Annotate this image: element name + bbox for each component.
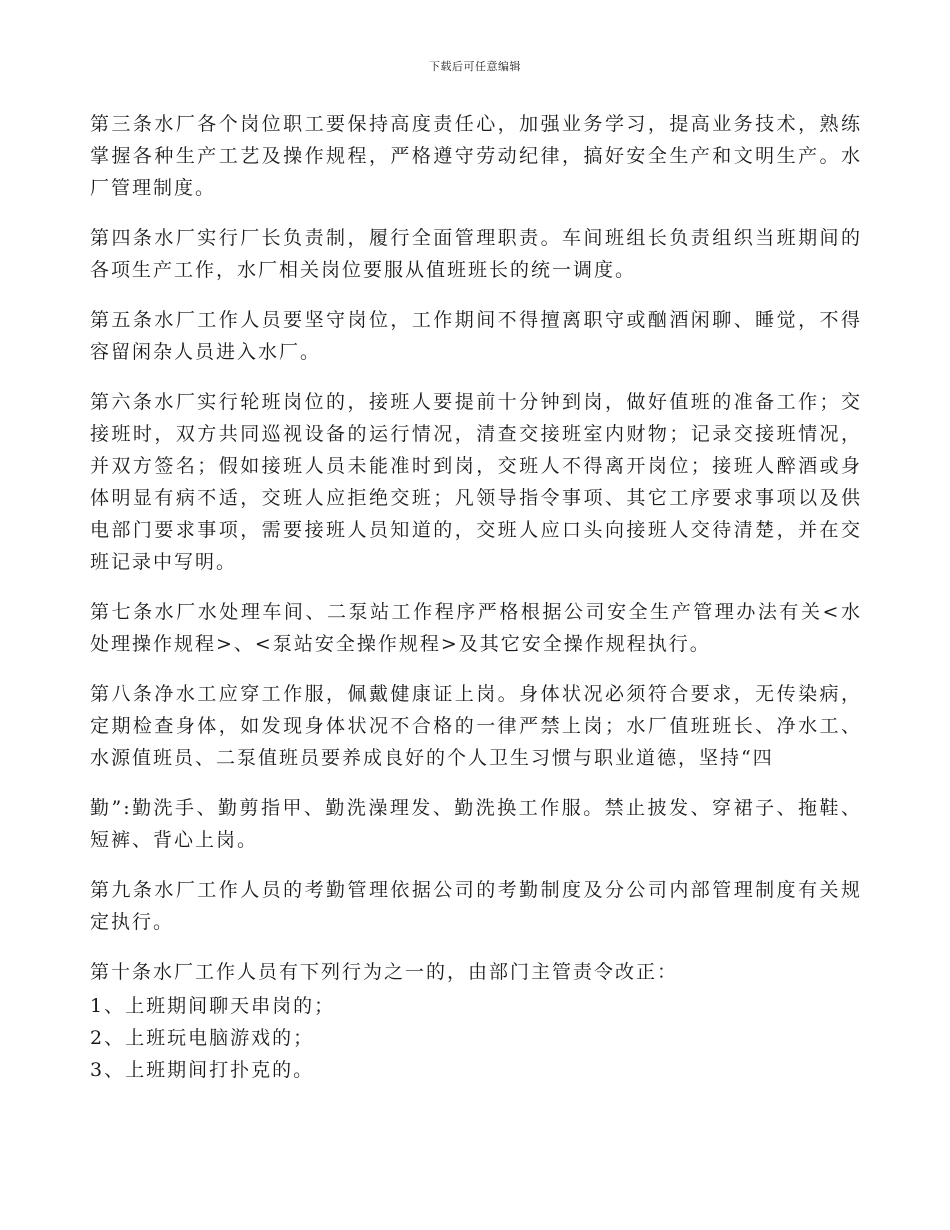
article-4: 第四条水厂实行厂长负责制，履行全面管理职责。车间班组长负责组织当班期间的各项生产工作，水厂相关岗位要服从值班班长的统一调度。 bbox=[90, 227, 862, 281]
article-8-continued: 勤”:勤洗手、勤剪指甲、勤洗澡理发、勤洗换工作服。禁止披发、穿裙子、拖鞋、短裤、背心上岗。 bbox=[90, 797, 862, 851]
article-6: 第六条水厂实行轮班岗位的，接班人要提前十分钟到岗，做好值班的准备工作；交接班时，双方共同巡视设备的运行情况，清查交接班室内财物；记录交接班情况，并双方签名；假如接班人员未能准时到岗，交班人不得离开岗位；接班人醉酒或身体明显有病不适，交班人应拒绝交班；凡领导指令事项、其它工序要求事项以及供电部门要求事项，需要接班人员知道的，交班人应口头向接班人交待清楚，并在交班记录中写明。 bbox=[90, 391, 862, 573]
page-header: 下载后可任意编辑 bbox=[429, 60, 521, 73]
article-7: 第七条水厂水处理车间、二泵站工作程序严格根据公司安全生产管理办法有关<水处理操作规程>、<泵站安全操作规程>及其它安全操作规程执行。 bbox=[90, 601, 862, 655]
article-10: 第十条水厂工作人员有下列行为之一的，由部门主管责令改正： bbox=[90, 961, 679, 983]
list-item: 2、上班玩电脑游戏的； bbox=[90, 1027, 315, 1049]
violation-list bbox=[90, 990, 862, 1086]
list-item: 1、上班期间聊天串岗的； bbox=[90, 995, 336, 1017]
article-5: 第五条水厂工作人员要坚守岗位，工作期间不得擅离职守或酗酒闲聊、睡觉，不得容留闲杂人员进入水厂。 bbox=[90, 309, 862, 363]
article-3: 第三条水厂各个岗位职工要保持高度责任心，加强业务学习，提高业务技术，熟练掌握各种生产工艺及操作规程，严格遵守劳动纪律，搞好安全生产和文明生产。水厂管理制度。 bbox=[90, 113, 862, 199]
document-body bbox=[90, 108, 862, 1086]
article-8: 第八条净水工应穿工作服，佩戴健康证上岗。身体状况必须符合要求，无传染病，定期检查身体，如发现身体状况不合格的一律严禁上岗；水厂值班班长、净水工、水源值班员、二泵值班员要养成良好的个人卫生习惯与职业道德，坚持“四 bbox=[90, 683, 862, 769]
list-item: 3、上班期间打扑克的。 bbox=[90, 1059, 315, 1081]
article-9: 第九条水厂工作人员的考勤管理依据公司的考勤制度及分公司内部管理制度有关规定执行。 bbox=[90, 879, 862, 933]
